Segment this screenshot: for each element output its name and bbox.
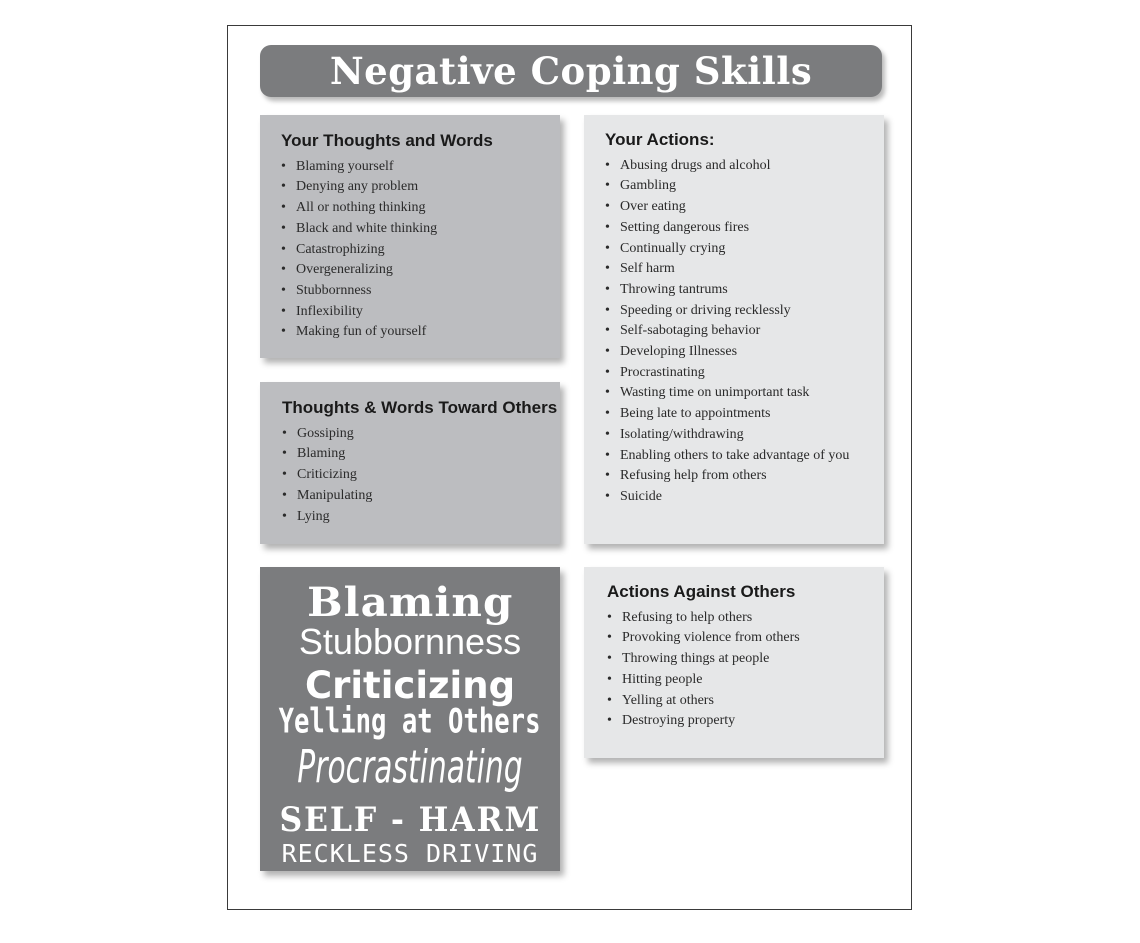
list-item: • Procrastinating: [605, 363, 884, 384]
list-item: • Making fun of yourself: [281, 322, 560, 343]
thoughts-heading: Your Thoughts and Words: [281, 131, 493, 150]
word-art-blaming: Blaming: [306, 579, 514, 626]
word-art-box: [260, 567, 560, 871]
thoughts-toward-others-box: [260, 382, 560, 544]
list-item: • Blaming yourself: [281, 157, 560, 178]
list-item: • Developing Illnesses: [605, 342, 884, 363]
word-art-reckless-driving: RECKLESS DRIVING: [281, 839, 539, 869]
list-item: • Abusing drugs and alcohol: [605, 156, 884, 177]
your-actions-box: [584, 115, 884, 544]
others-heading: Thoughts & Words Toward Others: [282, 398, 558, 417]
list-item: • Hitting people: [607, 670, 884, 691]
others-list: [282, 424, 560, 528]
list-item: • Yelling at others: [607, 691, 884, 712]
list-item: • Denying any problem: [281, 177, 560, 198]
list-item: • Refusing to help others: [607, 608, 884, 629]
word-art-criticizing: Criticizing: [304, 663, 516, 707]
list-item: • Manipulating: [282, 486, 560, 507]
against-heading: Actions Against Others: [607, 582, 796, 601]
list-item: • Gossiping: [282, 424, 560, 445]
word-art-procrastinating: Procrastinating: [297, 740, 523, 794]
thoughts-and-words-box: [260, 115, 560, 358]
list-item: • Inflexibility: [281, 302, 560, 323]
list-item: • Speeding or driving recklessly: [605, 301, 884, 322]
list-item: • Over eating: [605, 197, 884, 218]
word-art-yelling: Yelling at Others: [279, 701, 541, 742]
list-item: • Gambling: [605, 176, 884, 197]
list-item: • Setting dangerous fires: [605, 218, 884, 239]
actions-list: [605, 156, 884, 508]
thoughts-list: [281, 157, 560, 343]
against-list: [607, 608, 884, 732]
title-banner: [260, 45, 882, 97]
list-item: • Suicide: [605, 487, 884, 508]
list-item: • Lying: [282, 507, 560, 528]
page-title: Negative Coping Skills: [329, 48, 813, 93]
list-item: • Refusing help from others: [605, 466, 884, 487]
list-item: • Throwing things at people: [607, 649, 884, 670]
list-item: • Stubbornness: [281, 281, 560, 302]
list-item: • Blaming: [282, 444, 560, 465]
list-item: • Being late to appointments: [605, 404, 884, 425]
actions-heading: Your Actions:: [605, 130, 715, 149]
list-item: • Overgeneralizing: [281, 260, 560, 281]
list-item: • Continually crying: [605, 239, 884, 260]
word-art-stubbornness: Stubbornness: [298, 621, 522, 662]
list-item: • Black and white thinking: [281, 219, 560, 240]
list-item: • Destroying property: [607, 711, 884, 732]
list-item: • Catastrophizing: [281, 240, 560, 261]
list-item: • Throwing tantrums: [605, 280, 884, 301]
actions-against-others-box: [584, 567, 884, 758]
list-item: • Criticizing: [282, 465, 560, 486]
list-item: • Self-sabotaging behavior: [605, 321, 884, 342]
word-art-self-harm: SELF - HARM: [279, 800, 541, 841]
list-item: • Enabling others to take advantage of you: [605, 446, 884, 467]
list-item: • Provoking violence from others: [607, 628, 884, 649]
list-item: • Self harm: [605, 259, 884, 280]
list-item: • Isolating/withdrawing: [605, 425, 884, 446]
list-item: • Wasting time on unimportant task: [605, 383, 884, 404]
list-item: • All or nothing thinking: [281, 198, 560, 219]
